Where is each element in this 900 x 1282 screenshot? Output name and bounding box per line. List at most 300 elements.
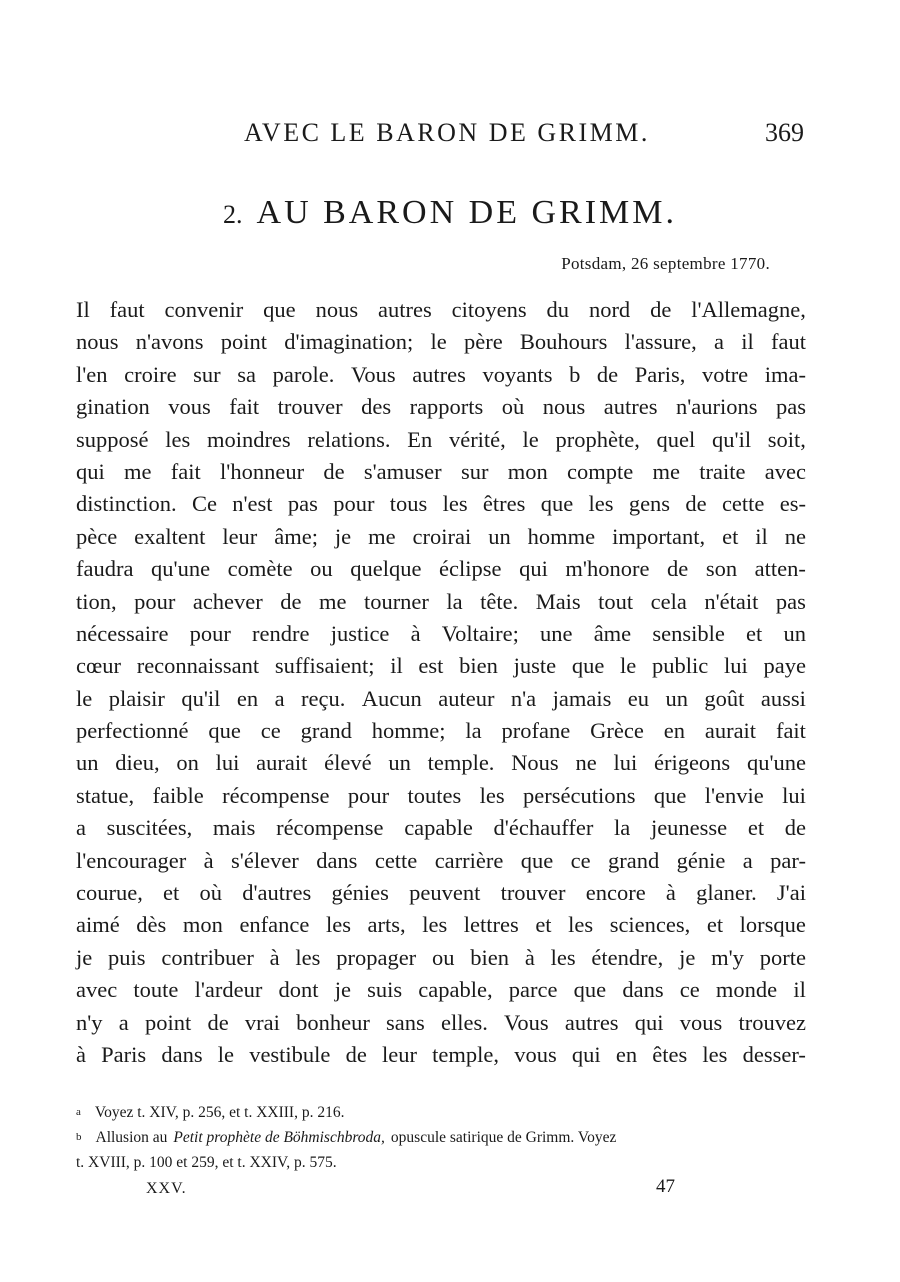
body-word: n'y <box>76 1009 103 1035</box>
body-word: voyants <box>482 361 553 387</box>
body-word: mon <box>182 912 223 938</box>
body-word: je <box>334 977 351 1003</box>
body-word: Voltaire; <box>441 620 519 646</box>
body-word: que <box>540 491 574 517</box>
signature-mark: XXV. <box>146 1180 187 1197</box>
body-word: le <box>522 426 539 452</box>
body-line <box>76 650 806 682</box>
footnote-b-italic-title: Petit prophète de Böhmischbroda, <box>173 1129 385 1146</box>
body-word: tourner <box>363 588 429 614</box>
body-word: une <box>540 620 573 646</box>
body-word: autres <box>564 1009 619 1035</box>
body-word: plaisir <box>108 685 165 711</box>
body-word: s'élever <box>231 847 299 873</box>
body-word: gination <box>76 394 150 420</box>
body-word: carrière <box>434 847 504 873</box>
body-word: nous <box>542 394 586 420</box>
body-word: pour <box>347 782 390 808</box>
body-word: nous <box>76 329 119 355</box>
body-word: êtes <box>652 1041 688 1067</box>
body-word: ou <box>431 944 455 970</box>
body-word: âme; <box>274 523 318 549</box>
body-word: Paris, <box>634 361 686 387</box>
body-word: me <box>368 523 396 549</box>
footnote-b-marker: b <box>76 1131 82 1143</box>
body-word: exaltent <box>134 523 206 549</box>
body-word: les <box>442 491 468 517</box>
body-word: de <box>784 815 806 841</box>
body-word: faut <box>109 297 145 322</box>
body-word: un <box>388 750 411 776</box>
body-word: dans <box>161 1041 203 1067</box>
body-word: les <box>568 912 594 938</box>
body-word: l'envie <box>704 782 764 808</box>
footnote-b-line2: t. XVIII, p. 100 et 259, et t. XXIV, p. 575. <box>76 1154 337 1171</box>
body-word: par- <box>770 847 806 873</box>
body-word: et <box>747 815 765 841</box>
body-line <box>76 1039 806 1071</box>
footnotes <box>76 1100 808 1175</box>
body-word: que <box>520 847 554 873</box>
body-line <box>76 391 806 423</box>
body-word: gens <box>628 491 671 517</box>
body-word: relations. <box>307 426 391 452</box>
body-word: reçu. <box>301 685 346 711</box>
body-word: on <box>176 750 199 776</box>
body-word: qu'il <box>181 685 221 711</box>
body-word: dans <box>622 977 664 1003</box>
body-word: persécutions <box>523 782 636 808</box>
body-word: à <box>76 1041 86 1067</box>
body-word: soit, <box>767 426 806 452</box>
body-word: il <box>390 653 403 679</box>
body-word: me <box>652 458 680 484</box>
body-line <box>76 424 806 456</box>
body-word: qui <box>76 458 105 484</box>
body-word: paye <box>763 653 806 679</box>
body-word: élevé <box>324 750 372 776</box>
body-line <box>76 780 806 812</box>
body-word: J'ai <box>776 880 806 906</box>
body-word: l'honneur <box>220 458 305 484</box>
letter-title: AU BARON DE GRIMM. <box>256 194 677 231</box>
body-word: a <box>714 329 725 355</box>
body-word: et <box>722 523 739 549</box>
body-line <box>76 909 806 941</box>
body-word: profane <box>501 718 571 744</box>
body-word: Bouhours <box>519 329 608 355</box>
body-word: prophète, <box>555 426 640 452</box>
body-word: un <box>488 523 511 549</box>
body-word: perfectionné <box>76 718 189 744</box>
body-word: pas <box>775 588 806 614</box>
body-word: les <box>165 426 191 452</box>
body-word: les <box>479 782 505 808</box>
body-word: leur <box>382 1041 417 1067</box>
body-word: supposé <box>76 426 149 452</box>
body-line <box>76 456 806 488</box>
body-word: aurait <box>704 718 757 744</box>
body-word: distinction. <box>76 491 177 517</box>
body-word: il <box>793 977 806 1003</box>
body-word: lorsque <box>739 912 806 938</box>
body-word: à <box>203 847 214 873</box>
body-word: contribuer <box>161 944 254 970</box>
body-word: eu <box>627 685 650 711</box>
body-word: et <box>706 912 724 938</box>
body-word: bien <box>459 653 498 679</box>
body-word: trouver <box>500 880 566 906</box>
body-word: tête. <box>480 588 519 614</box>
body-word: quelque <box>350 556 422 582</box>
body-word: ce <box>570 847 591 873</box>
body-word: la <box>465 718 482 744</box>
footnote-a-text: Voyez t. XIV, p. 256, et t. XXIII, p. 216. <box>94 1104 345 1121</box>
body-word: aimé <box>76 912 120 938</box>
body-word: lui <box>215 750 240 776</box>
body-word: avec <box>764 458 806 484</box>
dateline: Potsdam, 26 septembre 1770. <box>561 254 770 273</box>
body-word: Paris <box>101 1041 147 1067</box>
body-word: les <box>422 912 448 938</box>
body-word: il <box>741 329 754 355</box>
body-line <box>76 715 806 747</box>
body-word: convenir <box>164 297 244 322</box>
body-line <box>76 488 806 520</box>
body-word: puis <box>108 944 146 970</box>
body-word: éclipse <box>439 556 502 582</box>
body-word: en <box>236 685 259 711</box>
body-word: êtres <box>482 491 526 517</box>
body-word: dans <box>316 847 358 873</box>
body-word: atten- <box>754 556 806 582</box>
body-word: capable, <box>418 977 493 1003</box>
body-word: statue, <box>76 782 135 808</box>
body-word: sur <box>460 458 489 484</box>
body-word: important, <box>612 523 706 549</box>
body-word: Ce <box>191 491 217 517</box>
body-word: auteur <box>438 685 495 711</box>
body-word: a <box>118 1009 129 1035</box>
body-word: des <box>361 394 392 420</box>
body-word: vérité, <box>448 426 506 452</box>
body-word: quel <box>656 426 696 452</box>
body-word: Vous <box>504 1009 549 1035</box>
body-word: n'a <box>510 685 537 711</box>
body-word: un <box>76 750 99 776</box>
body-word: public <box>652 653 709 679</box>
body-line <box>76 877 806 909</box>
body-word: ce <box>260 718 281 744</box>
body-word: justice <box>330 620 390 646</box>
body-word: sciences, <box>609 912 691 938</box>
body-word: où <box>199 880 222 906</box>
body-word: que <box>263 297 296 322</box>
body-word: autres <box>378 297 432 322</box>
body-word: l'encourager <box>76 847 187 873</box>
body-word: de <box>345 1041 367 1067</box>
body-word: qu'une <box>151 556 211 582</box>
body-word: juste <box>513 653 557 679</box>
body-word: cette <box>374 847 418 873</box>
body-word: âme <box>593 620 632 646</box>
body-word: achever <box>192 588 263 614</box>
body-word: Aucun <box>361 685 422 711</box>
footnote-b <box>76 1125 808 1150</box>
body-line <box>76 294 806 326</box>
footnote-b-suffix: opuscule satirique de Grimm. Voyez <box>390 1129 617 1146</box>
body-word: mais <box>212 815 256 841</box>
body-word: encore <box>585 880 646 906</box>
letter-heading <box>0 194 900 232</box>
body-word: n'était <box>704 588 759 614</box>
body-word: étendre, <box>591 944 664 970</box>
body-word: n'avons <box>135 329 204 355</box>
body-word: reconnaissant <box>136 653 260 679</box>
body-word: cœur <box>76 653 121 679</box>
body-word: point <box>144 1009 192 1035</box>
body-word: nord <box>588 297 631 322</box>
body-word: est <box>418 653 444 679</box>
footnote-a-marker: a <box>76 1106 81 1118</box>
body-word: nécessaire <box>76 620 169 646</box>
body-word: récompense <box>276 815 384 841</box>
body-word: comète <box>227 556 293 582</box>
sheet-number: 47 <box>656 1176 675 1197</box>
body-word: pour <box>333 491 375 517</box>
body-line <box>76 974 806 1006</box>
body-word: aussi <box>760 685 806 711</box>
body-line <box>76 747 806 779</box>
body-word: m'honore <box>565 556 650 582</box>
body-word: temple. <box>427 750 495 776</box>
body-word: qui <box>634 1009 664 1035</box>
body-word: lettres <box>463 912 519 938</box>
body-word: les <box>295 944 321 970</box>
body-word: es- <box>779 491 806 517</box>
body-word: grand <box>300 718 352 744</box>
body-word: récompense <box>222 782 330 808</box>
body-word: enfance <box>239 912 310 938</box>
body-word: l'assure, <box>624 329 697 355</box>
body-word: le <box>620 653 637 679</box>
body-word: de <box>685 491 707 517</box>
body-word: pour <box>189 620 231 646</box>
body-word: a <box>742 847 753 873</box>
body-word: un <box>665 685 688 711</box>
body-word: le <box>430 329 447 355</box>
body-word: a <box>274 685 285 711</box>
body-word: l'ardeur <box>194 977 263 1003</box>
body-word: je <box>679 944 696 970</box>
body-word: courue, <box>76 880 143 906</box>
body-word: en <box>663 718 685 744</box>
body-word: à <box>524 944 535 970</box>
body-word: à <box>269 944 280 970</box>
body-word: à <box>665 880 676 906</box>
body-word: cette <box>721 491 765 517</box>
body-line <box>76 553 806 585</box>
body-word: ce <box>679 977 700 1003</box>
body-word: a <box>76 815 86 841</box>
body-word: père <box>463 329 503 355</box>
body-word: temple, <box>432 1041 500 1067</box>
body-word: rendre <box>252 620 310 646</box>
body-word: n'aurions <box>675 394 758 420</box>
page-number: 369 <box>765 118 804 147</box>
body-word: Vous <box>351 361 396 387</box>
body-line <box>76 812 806 844</box>
body-line <box>76 683 806 715</box>
body-word: compte <box>566 458 634 484</box>
body-word: pour <box>134 588 176 614</box>
body-word: votre <box>701 361 749 387</box>
body-word: faudra <box>76 556 134 582</box>
footnote-b-prefix: Allusion au <box>95 1129 168 1146</box>
body-word: les <box>702 1041 728 1067</box>
body-word: toute <box>133 977 179 1003</box>
body-word: je <box>76 944 93 970</box>
body-word: pas <box>287 491 318 517</box>
body-line <box>76 359 806 391</box>
body-line <box>76 521 806 553</box>
body-word: croirai <box>412 523 472 549</box>
letter-number: 2. <box>223 200 243 229</box>
body-word: les <box>550 944 576 970</box>
body-word: capable <box>404 815 473 841</box>
body-word: bonheur <box>296 1009 370 1035</box>
body-word: ne <box>784 523 806 549</box>
body-word: son <box>705 556 738 582</box>
body-word: et <box>746 620 763 646</box>
body-word: homme <box>527 523 596 549</box>
body-word: lui <box>723 653 748 679</box>
running-title: AVEC LE BARON DE GRIMM. <box>244 118 650 147</box>
body-word: qu'une <box>746 750 806 776</box>
body-word: de <box>667 556 689 582</box>
body-word: lui <box>782 782 806 808</box>
body-word: les <box>588 491 614 517</box>
body-word: l'Allemagne, <box>691 297 806 322</box>
body-word: croire <box>124 361 177 387</box>
body-word: la <box>446 588 463 614</box>
body-word: Nous <box>511 750 559 776</box>
body-word: En <box>407 426 433 452</box>
body-word: peuvent <box>409 880 481 906</box>
body-word: desser- <box>742 1041 806 1067</box>
body-word: dès <box>136 912 167 938</box>
body-word: la <box>614 815 631 841</box>
body-word: me <box>318 588 347 614</box>
body-word: porte <box>759 944 806 970</box>
body-word: génie <box>676 847 726 873</box>
body-word: Mais <box>535 588 581 614</box>
body-word: tout <box>598 588 634 614</box>
body-word: un <box>783 620 806 646</box>
body-word: d'imagination; <box>284 329 414 355</box>
body-word: que <box>653 782 687 808</box>
body-line <box>76 586 806 618</box>
body-word: vrai <box>244 1009 280 1035</box>
body-word: pèce <box>76 523 118 549</box>
body-word: rapports <box>409 394 484 420</box>
body-word: propager <box>336 944 417 970</box>
body-word: trouvez <box>738 1009 806 1035</box>
body-word: goût <box>704 685 745 711</box>
body-word: trouver <box>277 394 343 420</box>
body-word: de <box>323 458 345 484</box>
body-word: lui <box>613 750 638 776</box>
body-word: sensible <box>652 620 725 646</box>
body-word: autres <box>603 394 658 420</box>
body-word: leur <box>222 523 258 549</box>
footnote-a <box>76 1100 808 1125</box>
body-line <box>76 845 806 877</box>
body-word: qui <box>571 1041 601 1067</box>
body-word: grand <box>608 847 660 873</box>
body-word: Grèce <box>590 718 644 744</box>
body-word: glaner. <box>696 880 757 906</box>
body-word: érigeons <box>653 750 731 776</box>
body-word: fait <box>170 458 201 484</box>
running-head <box>0 118 900 154</box>
body-word: fait <box>775 718 806 744</box>
body-word: le <box>217 1041 235 1067</box>
body-word: que <box>571 653 605 679</box>
body-word: n'est <box>232 491 273 517</box>
body-line <box>76 942 806 974</box>
body-word: les <box>325 912 351 938</box>
body-word: et <box>535 912 552 938</box>
body-word: sans <box>386 1009 425 1035</box>
body-word: ne <box>575 750 597 776</box>
body-word: me <box>124 458 152 484</box>
body-word: dont <box>278 977 319 1003</box>
body-word: s'amuser <box>363 458 442 484</box>
body-word: sa <box>237 361 256 387</box>
body-word: à <box>410 620 421 646</box>
body-word: ou <box>310 556 333 582</box>
body-word: elles. <box>440 1009 488 1035</box>
body-word: m'y <box>711 944 744 970</box>
body-word: cela <box>650 588 687 614</box>
body-word: sur <box>193 361 221 387</box>
body-word: que <box>573 977 607 1003</box>
body-word: toutes <box>407 782 462 808</box>
body-word: tion, <box>76 588 117 614</box>
body-line <box>76 618 806 650</box>
body-word: jeunesse <box>650 815 728 841</box>
body-word: du <box>546 297 570 322</box>
body-word: en <box>615 1041 638 1067</box>
body-word: suscitées, <box>106 815 193 841</box>
body-word: qui <box>519 556 548 582</box>
body-word: suffisaient; <box>274 653 375 679</box>
body-word: parce <box>508 977 558 1003</box>
body-word: vous <box>679 1009 723 1035</box>
body-word: l'en <box>76 361 108 387</box>
body-word: Il <box>76 297 90 322</box>
body-word: parole. <box>272 361 335 387</box>
body-word: arts, <box>367 912 406 938</box>
footnote-b-continuation <box>76 1150 808 1175</box>
body-word: vous <box>168 394 211 420</box>
body-word: vous <box>514 1041 557 1067</box>
body-word: de <box>280 588 302 614</box>
body-word: que <box>208 718 241 744</box>
body-word: moindres <box>206 426 291 452</box>
body-word: de <box>207 1009 229 1035</box>
